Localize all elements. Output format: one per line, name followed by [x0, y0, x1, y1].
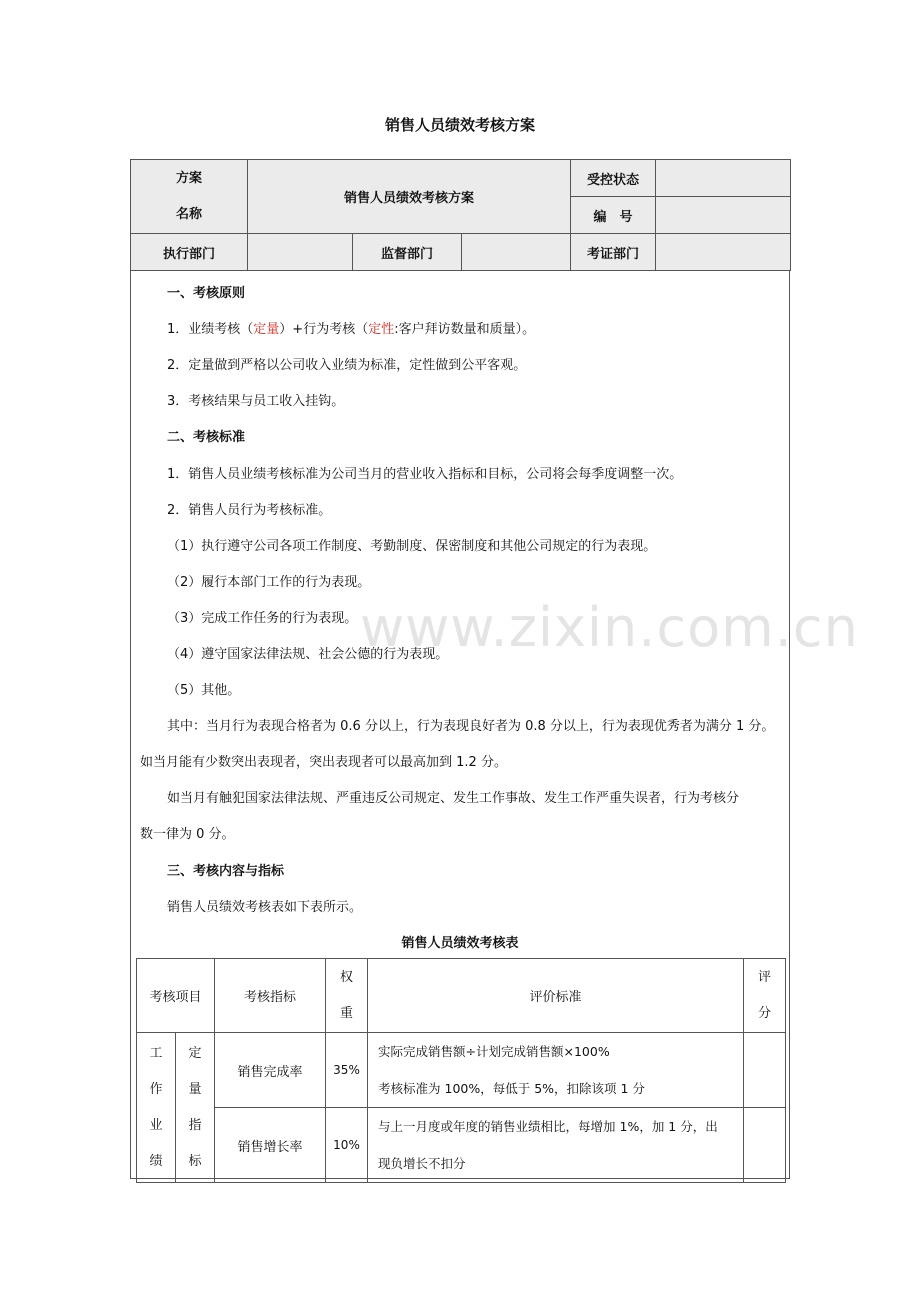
criteria-cell — [368, 1033, 744, 1108]
section-1-heading: 一、考核原则 — [167, 286, 246, 301]
section-2-sub-5: （5）其他。 — [167, 683, 241, 698]
col-header-item: 考核项目 — [137, 959, 215, 1033]
col-header-criteria: 评价标准 — [368, 959, 744, 1033]
plan-header-table — [130, 159, 791, 271]
plan-label-line-1: 方案 — [175, 170, 202, 186]
score-header-line-1: 评 — [758, 969, 772, 985]
group-outer-char: 业 — [149, 1117, 163, 1133]
group-outer-char: 绩 — [149, 1153, 163, 1169]
weight-cell: 10% — [326, 1108, 368, 1183]
group-outer-char: 作 — [149, 1081, 163, 1097]
section-1-item-1 — [167, 318, 535, 337]
assessment-table-title: 销售人员绩效考核表 — [401, 936, 519, 951]
col-header-indicator: 考核指标 — [215, 959, 326, 1033]
section-2-sub-3: （3）完成工作任务的行为表现。 — [167, 611, 358, 626]
item-1-part-e: :客户拜访数量和质量）。 — [394, 322, 536, 337]
criteria-line-2: 考核标准为 100%，每低于 5%，扣除该项 1 分 — [378, 1081, 645, 1096]
watermark: www.zixin.com.cn — [360, 596, 859, 659]
section-3-heading: 三、考核内容与指标 — [167, 864, 285, 879]
section-2-item-2: 2．销售人员行为考核标准。 — [167, 503, 332, 518]
section-3-intro: 销售人员绩效考核表如下表所示。 — [167, 900, 363, 915]
plan-name-value: 销售人员绩效考核方案 — [248, 160, 571, 234]
document-title: 销售人员绩效考核方案 — [384, 116, 535, 134]
behavior-note-2-line-2: 数一律为 0 分。 — [140, 827, 235, 842]
indicator-cell: 销售完成率 — [215, 1033, 326, 1108]
number-label: 编 号 — [571, 197, 656, 234]
supervise-dept-value — [462, 234, 571, 271]
section-2-heading: 二、考核标准 — [167, 430, 246, 445]
criteria-line-2: 现负增长不扣分 — [378, 1156, 466, 1171]
section-2-sub-1: （1）执行遵守公司各项工作制度、考勤制度、保密制度和其他公司规定的行为表现。 — [167, 539, 657, 554]
group-inner-char: 标 — [188, 1153, 202, 1169]
criteria-line-1: 实际完成销售额÷计划完成销售额×100% — [378, 1044, 610, 1059]
score-header-line-2: 分 — [758, 1005, 772, 1021]
group-work-performance — [137, 1033, 176, 1183]
section-1-item-2: 2．定量做到严格以公司收入业绩为标准，定性做到公平客观。 — [167, 358, 527, 373]
group-quantitative-indicators — [176, 1033, 215, 1183]
item-1-part-a: 1．业绩考核（ — [167, 322, 254, 337]
verify-dept-value — [656, 234, 791, 271]
score-cell — [744, 1033, 786, 1108]
number-value — [656, 197, 791, 234]
verify-dept-label: 考证部门 — [571, 234, 656, 271]
group-inner-char: 量 — [188, 1081, 202, 1097]
group-inner-char: 定 — [188, 1045, 202, 1061]
controlled-status-label: 受控状态 — [571, 160, 656, 197]
item-1-part-c: ）+行为考核（ — [279, 322, 369, 337]
weight-header-line-2: 重 — [340, 1005, 354, 1021]
section-2-item-1: 1．销售人员业绩考核标准为公司当月的营业收入指标和目标，公司将会每季度调整一次。 — [167, 467, 683, 482]
weight-cell: 35% — [326, 1033, 368, 1108]
plan-name-label-cell — [131, 160, 248, 234]
exec-dept-value — [248, 234, 353, 271]
behavior-note-1-line-1: 其中：当月行为表现合格者为 0.6 分以上，行为表现良好者为 0.8 分以上，行为表现优秀者为满分 1 分。 — [167, 719, 775, 734]
group-inner-char: 指 — [188, 1117, 202, 1133]
section-1-item-3: 3．考核结果与员工收入挂钩。 — [167, 394, 345, 409]
qualitative-highlight: 定性 — [368, 322, 395, 337]
section-2-sub-4: （4）遵守国家法律法规、社会公德的行为表现。 — [167, 647, 449, 662]
indicator-cell: 销售增长率 — [215, 1108, 326, 1183]
criteria-line-1: 与上一月度或年度的销售业绩相比，每增加 1%，加 1 分，出 — [378, 1119, 718, 1134]
score-cell — [744, 1108, 786, 1183]
group-outer-char: 工 — [149, 1045, 163, 1061]
criteria-cell — [368, 1108, 744, 1183]
quantitative-highlight: 定量 — [253, 322, 280, 337]
controlled-status-value — [656, 160, 791, 197]
col-header-score — [744, 959, 786, 1033]
section-2-sub-2: （2）履行本部门工作的行为表现。 — [167, 575, 371, 590]
exec-dept-label: 执行部门 — [131, 234, 248, 271]
supervise-dept-label: 监督部门 — [353, 234, 462, 271]
assessment-table — [136, 958, 786, 1183]
behavior-note-2-line-1: 如当月有触犯国家法律法规、严重违反公司规定、发生工作事故、发生工作严重失误者，行为考核分 — [167, 791, 740, 806]
col-header-weight — [326, 959, 368, 1033]
behavior-note-1-line-2: 如当月能有少数突出表现者，突出表现者可以最高加到 1.2 分。 — [140, 755, 507, 770]
plan-label-line-2: 名称 — [175, 206, 202, 222]
weight-header-line-1: 权 — [340, 969, 354, 985]
